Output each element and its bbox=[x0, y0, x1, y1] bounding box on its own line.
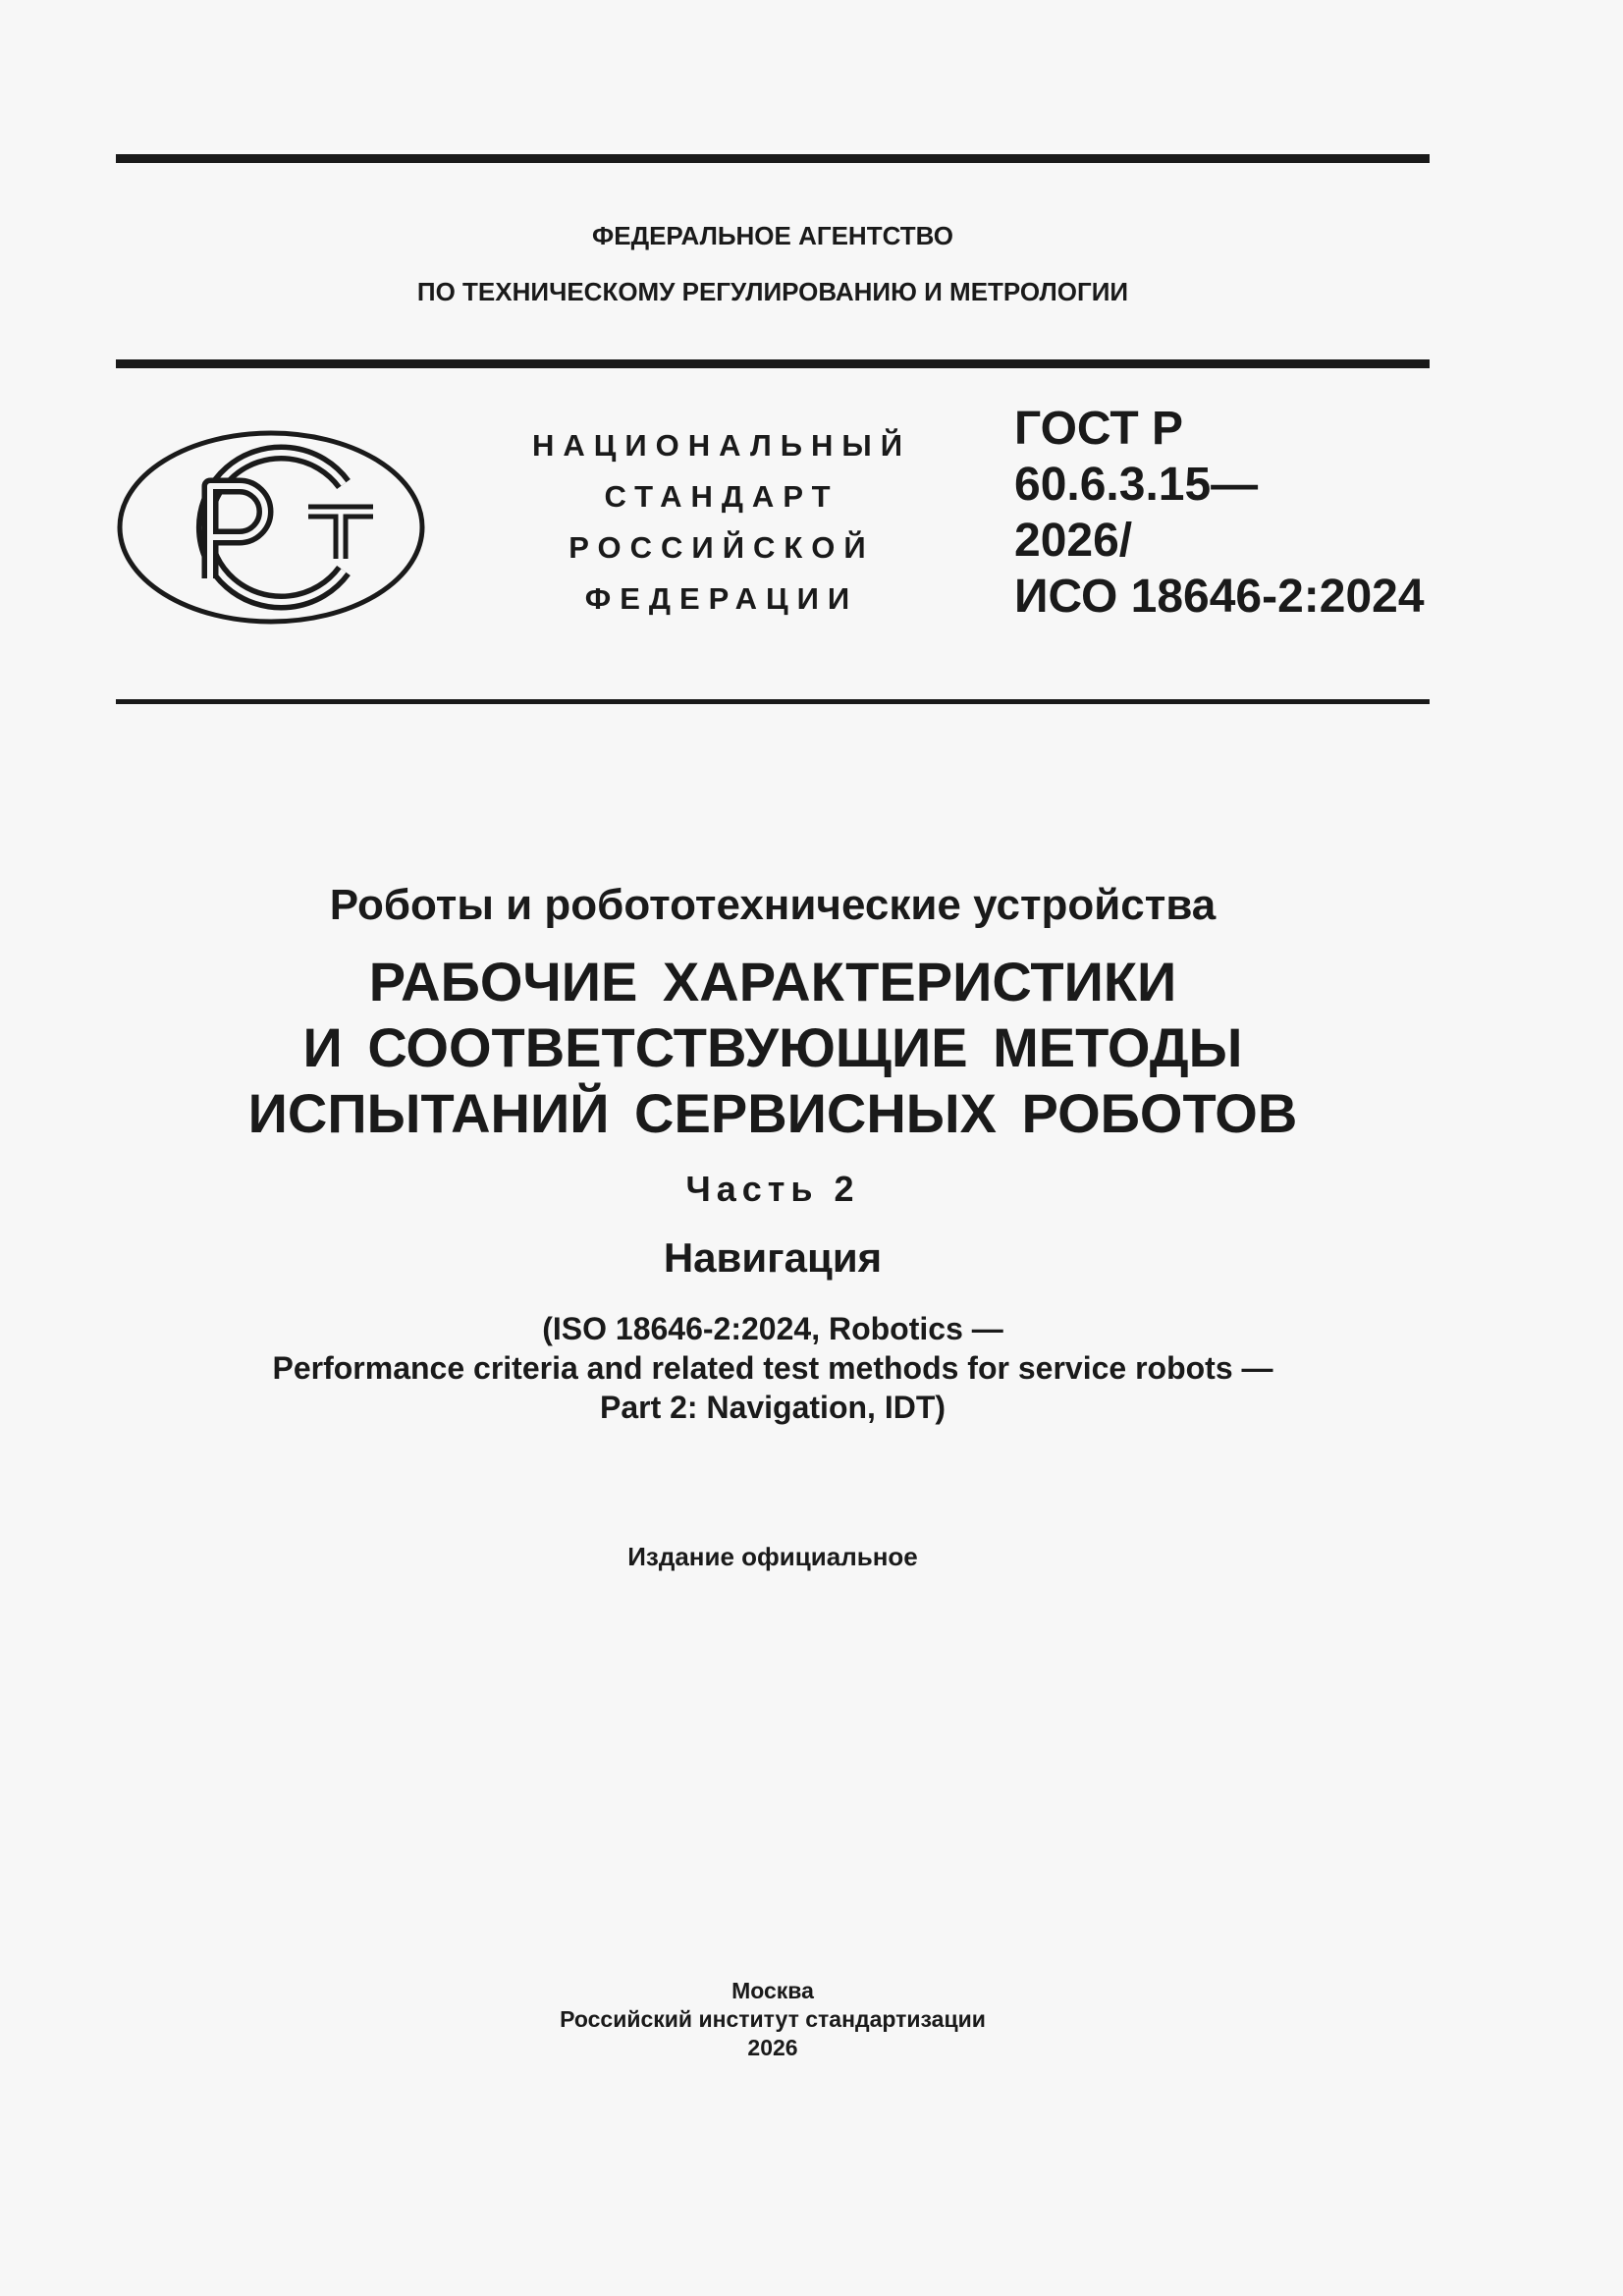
national-standard-label bbox=[511, 420, 933, 625]
designation-line-4: ИСО 18646-2:2024 bbox=[1014, 571, 1425, 623]
national-standard-line-3: РОССИЙСКОЙ bbox=[568, 530, 875, 565]
imprint-publisher: Российский институт стандартизации bbox=[560, 2006, 986, 2032]
imprint bbox=[116, 1977, 1430, 2062]
header-rule bbox=[116, 359, 1430, 368]
document-subtitle: Роботы и робототехнические устройства bbox=[329, 881, 1217, 929]
iso-line-3: Part 2: Navigation, IDT) bbox=[599, 1390, 947, 1425]
header-bottom-rule bbox=[116, 699, 1430, 704]
national-standard-line-4: ФЕДЕРАЦИИ bbox=[584, 581, 859, 616]
standard-designation bbox=[1014, 401, 1425, 625]
part-name: Навигация bbox=[663, 1234, 883, 1281]
national-standard-line-2: СТАНДАРТ bbox=[604, 479, 839, 514]
title-line-1: РАБОЧИЕ ХАРАКТЕРИСТИКИ bbox=[368, 951, 1177, 1012]
part-number: Часть 2 bbox=[685, 1169, 860, 1209]
iso-line-2: Performance criteria and related test methods for service robots — bbox=[272, 1350, 1273, 1386]
imprint-city: Москва bbox=[731, 1978, 814, 2003]
title-line-3: ИСПЫТАНИЙ СЕРВИСНЫХ РОБОТОВ bbox=[247, 1082, 1298, 1144]
title-line-2: И СООТВЕТСТВУЮЩИЕ МЕТОДЫ bbox=[302, 1016, 1243, 1078]
document-title bbox=[116, 949, 1430, 1146]
rst-certification-logo-icon bbox=[116, 429, 426, 626]
edition-label: Издание официальное bbox=[627, 1542, 918, 1571]
agency-line-2: ПО ТЕХНИЧЕСКОМУ РЕГУЛИРОВАНИЮ И МЕТРОЛОГИИ bbox=[416, 277, 1129, 306]
imprint-year: 2026 bbox=[747, 2035, 798, 2060]
designation-line-3: 2026/ bbox=[1014, 515, 1133, 567]
designation-line-2: 60.6.3.15— bbox=[1014, 459, 1259, 511]
agency-line-1: ФЕДЕРАЛЬНОЕ АГЕНТСТВО bbox=[592, 221, 953, 250]
top-rule bbox=[116, 154, 1430, 163]
designation-line-1: ГОСТ Р bbox=[1014, 403, 1184, 455]
national-standard-line-1: НАЦИОНАЛЬНЫЙ bbox=[531, 428, 912, 463]
iso-line-1: (ISO 18646-2:2024, Robotics — bbox=[542, 1311, 1003, 1346]
iso-reference bbox=[116, 1309, 1430, 1427]
